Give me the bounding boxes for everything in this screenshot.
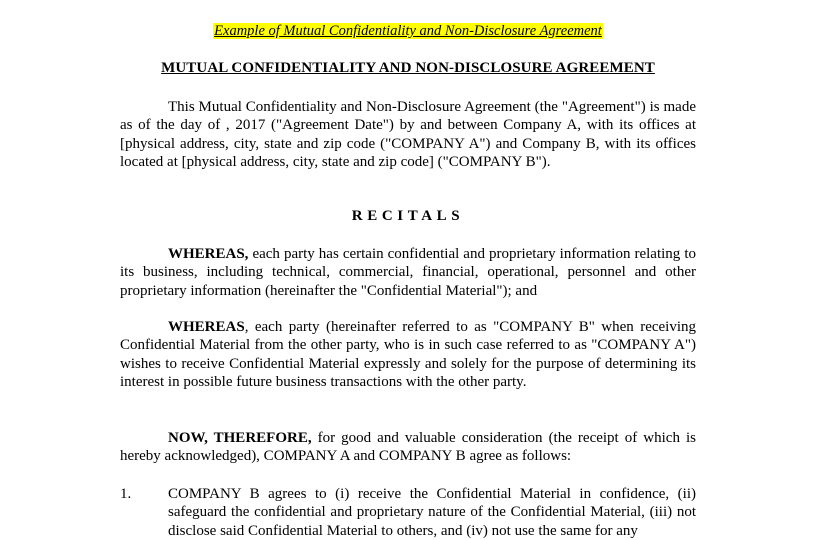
whereas-paragraph-2 bbox=[120, 318, 696, 392]
example-label: Example of Mutual Confidentiality and Non-Disclosure Agreement bbox=[214, 23, 602, 39]
list-item-text: COMPANY B agrees to (i) receive the Confidential Material in confidence, (ii) safeguard the confidential and proprietary nature of the Confidential Material, (iii) not disclose said Confidential Material to others, and (iv) not use the same for any bbox=[168, 486, 696, 539]
agreement-title: MUTUAL CONFIDENTIALITY AND NON-DISCLOSURE AGREEMENT bbox=[161, 60, 655, 76]
example-header bbox=[0, 22, 816, 40]
whereas-paragraph-1 bbox=[120, 245, 696, 300]
list-item-number: 1. bbox=[120, 486, 132, 502]
now-therefore-text: for good and valuable consideration (the receipt of which is hereby acknowledged), COMPANY A and COMPANY B agree as follows: bbox=[120, 430, 696, 465]
whereas-lead-2: WHEREAS bbox=[168, 319, 245, 335]
whereas-lead-1: WHEREAS, bbox=[168, 246, 249, 262]
whereas-text-1: each party has certain confidential and proprietary information relating to its business, including technical, commercial, financial, operational, personnel and other proprietary information (hereinafter the "Confidential Material"); and bbox=[120, 246, 696, 299]
recitals-heading: RECITALS bbox=[351, 208, 465, 224]
now-therefore-paragraph bbox=[120, 429, 696, 466]
now-therefore-lead: NOW, THEREFORE, bbox=[168, 430, 312, 446]
whereas-text-2: , each party (hereinafter referred to as "COMPANY B" when receiving Confidential Material from the other party, who is in such case referred to as "COMPANY A") wishes to receive Confidential Material expressly and solely for the purpose of determining its interest in possible future business transactions with the other party. bbox=[120, 319, 696, 391]
intro-paragraph: This Mutual Confidentiality and Non-Disclosure Agreement (the "Agreement") is made as of the day of , 2017 ("Agreement Date") by and between Company A, with its offices at [physical address, city, state and zip code ("COMPANY A") and Company B, with its offices located at [physical address, city, state and zip code] ("COMPANY B"). bbox=[120, 99, 696, 171]
